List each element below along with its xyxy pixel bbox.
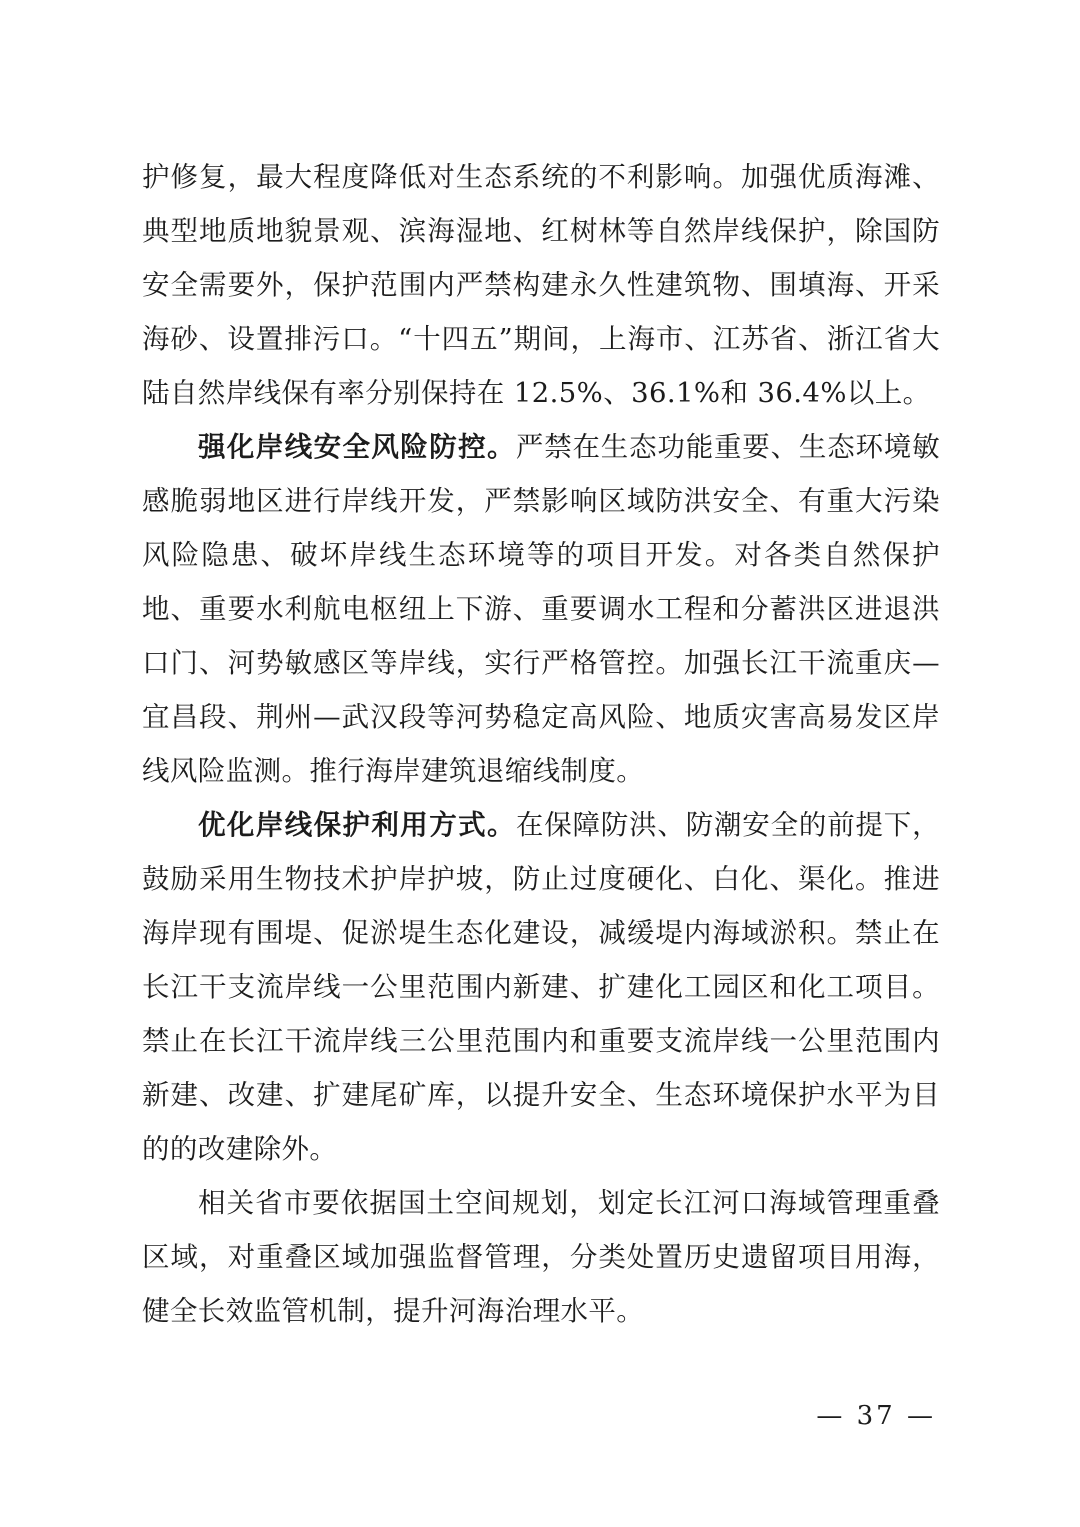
page-number: — 37 —	[816, 1401, 936, 1431]
document-body	[142, 150, 940, 1338]
paragraph-2-lead: 强化岸线安全风险防控。	[198, 431, 516, 463]
paragraph-2-text: 严禁在生态功能重要、生态环境敏感脆弱地区进行岸线开发，严禁影响区域防洪安全、有重大污染风险隐患、破坏岸线生态环境等的项目开发。对各类自然保护地、重要水利航电枢纽上下游、重要调水工程和分蓄洪区进退洪口门、河势敏感区等岸线，实行严格管控。加强长江干流重庆—宜昌段、荆州—武汉段等河势稳定高风险、地质灾害高易发区岸线风险监测。推行海岸建筑退缩线制度。	[142, 431, 941, 787]
paragraph-1-text: 护修复，最大程度降低对生态系统的不利影响。加强优质海滩、典型地质地貌景观、滨海湿地、红树林等自然岸线保护，除国防安全需要外，保护范围内严禁构建永久性建筑物、围填海、开采海砂、设置排污口。“十四五”期间，上海市、江苏省、浙江省大陆自然岸线保有率分别保持在 12.5%、36.1%和 36.4%以上。	[142, 161, 940, 409]
paragraph-4-text: 相关省市要依据国土空间规划，划定长江河口海域管理重叠区域，对重叠区域加强监督管理，分类处置历史遗留项目用海，健全长效监管机制，提升河海治理水平。	[142, 1187, 940, 1327]
paragraph-3-text: 在保障防洪、防潮安全的前提下，鼓励采用生物技术护岸护坡，防止过度硬化、白化、渠化。推进海岸现有围堤、促淤堤生态化建设，减缓堤内海域淤积。禁止在长江干支流岸线一公里范围内新建、扩建化工园区和化工项目。禁止在长江干流岸线三公里范围内和重要支流岸线一公里范围内新建、改建、扩建尾矿库，以提升安全、生态环境保护水平为目的的改建除外。	[142, 809, 941, 1165]
paragraph-1	[142, 150, 940, 420]
paragraph-3	[142, 798, 940, 1176]
paragraph-2	[142, 420, 940, 798]
paragraph-4	[142, 1176, 940, 1338]
paragraph-3-lead: 优化岸线保护利用方式。	[198, 809, 516, 841]
